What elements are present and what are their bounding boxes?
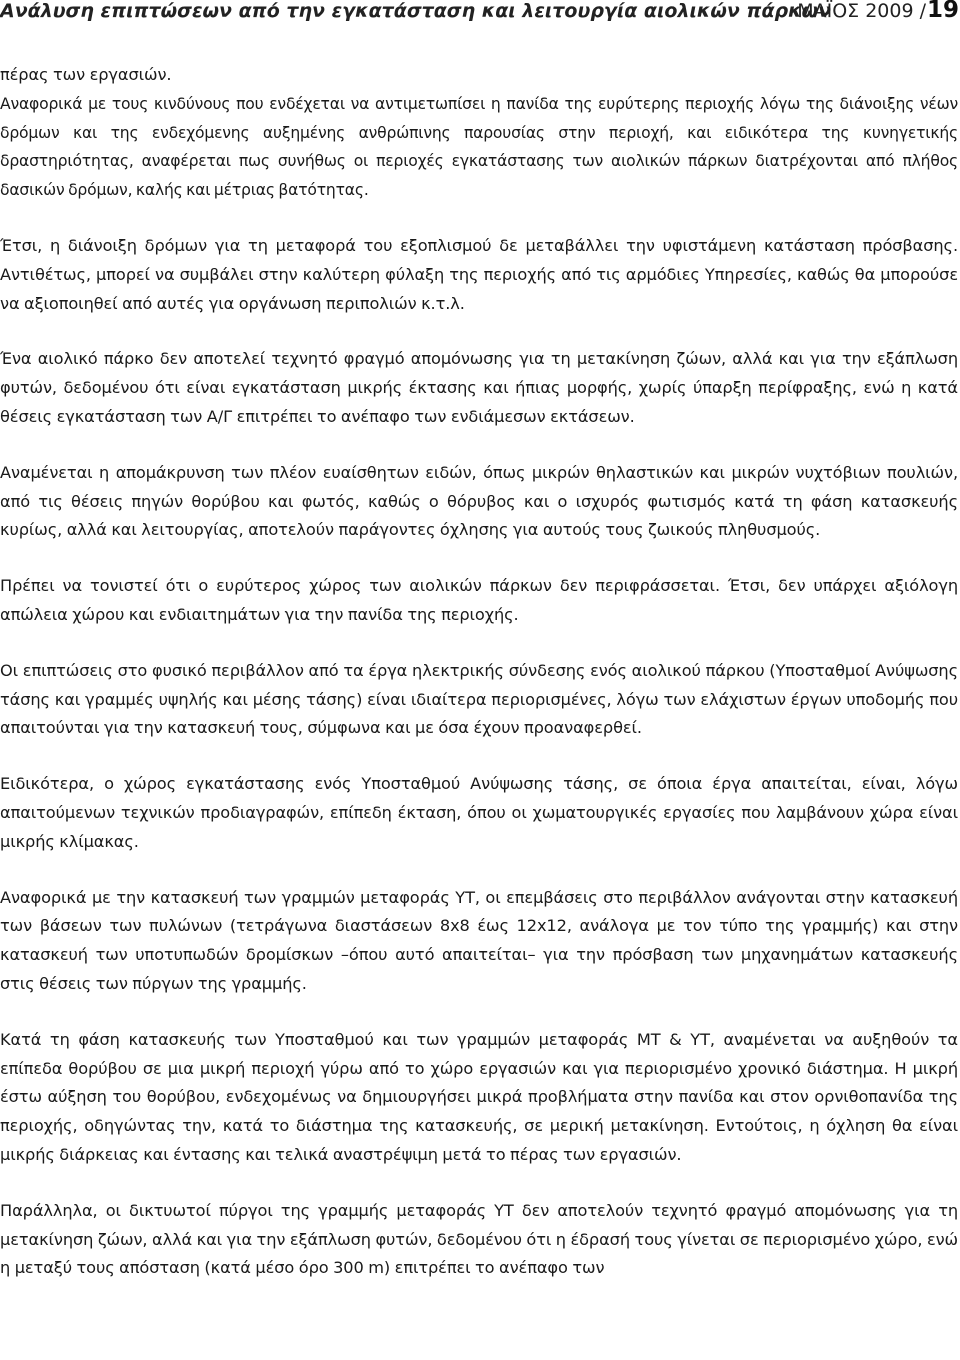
issue-date: ΜΑΪΟΣ 2009 / bbox=[797, 0, 926, 22]
page-number: 19 bbox=[926, 0, 959, 23]
paragraph: Παράλληλα, οι δικτυωτοί πύργοι της γραμμής μεταφοράς ΥΤ δεν αποτελούν τεχνητό φραγμό απομόνωσης για τη μετακίνηση ζώων, αλλά και για την εξάπλωση φυτών, δεδομένου ότι η έδρασή τους γίνεται σε περιορισμένο χώρο, ενώ η μεταξύ τους απόσταση (κατά μέσο όρο 300 m) επιτρέπει το ανέπαφο των bbox=[0, 1200, 958, 1278]
paragraph: Έτσι, η διάνοιξη δρόμων για τη μεταφορά του εξοπλισμού δε μεταβάλλει την υφιστάμενη κατάσταση πρόσβασης. Αντιθέτως, μπορεί να συμβάλει στην καλύτερη φύλαξη της περιοχής από τις αρμόδιες Υπηρεσίες, καθώς θα μπορούσε να αξιοποιηθεί από αυτές για οργάνωση περιπολιών κ.τ.λ. bbox=[0, 235, 958, 313]
paragraph: Πρέπει να τονιστεί ότι ο ευρύτερος χώρος των αιολικών πάρκων δεν περιφράσσεται. Έτσι, δεν υπάρχει αξιόλογη απώλεια χώρου και ενδιαιτημάτων για την πανίδα της περιοχής. bbox=[0, 576, 958, 624]
paragraph: Αναμένεται η απομάκρυνση των πλέον ευαίσθητων ειδών, όπως μικρών θηλαστικών και μικρών νυχτόβιων πουλιών, από τις θέσεις πηγών θορύβου και φωτός, καθώς ο θόρυβος και ο ισχυρός φωτισμός κατά τη φάση κατασκευής κυρίως, αλλά και λειτουργίας, αποτελούν παράγοντες όχλησης για αυτούς τους ζωικούς πληθυσμούς. bbox=[0, 462, 958, 540]
paragraph-continuation: πέρας των εργασιών. bbox=[0, 65, 172, 84]
paragraph: Αναφορικά με τους κινδύνους που ενδέχεται να αντιμετωπίσει η πανίδα της ευρύτερης περιοχής λόγω της διάνοιξης νέων δρόμων και της ενδεχόμενης αυξημένης ανθρώπινης παρουσίας στην περιοχή, και ειδικότερα της κυνηγετικής δραστηριότητας, αναφέρεται πως συνήθως οι περιοχές εγκατάστασης των αιολικών πάρκων διατρέχονται από πλήθος δασικών δρόμων, καλής και μέτριας βατότητας. bbox=[0, 94, 958, 200]
page-header bbox=[0, 0, 960, 38]
paragraph: Αναφορικά με την κατασκευή των γραμμών μεταφοράς ΥΤ, οι επεμβάσεις στο περιβάλλον ανάγονται στην κατασκευή των βάσεων των πυλώνων (τετράγωνα διαστάσεων 8x8 έως 12x12, ανάλογα με τον τύπο της γραμμής) και στην κατασκευή των υποτυπωδών δρομίσκων –όπου αυτό απαιτείται– για την πρόσβαση των μηχανημάτων κατασκευής στις θέσεις των πύργων της γραμμής. bbox=[0, 887, 958, 993]
paragraph: Ειδικότερα, ο χώρος εγκατάστασης ενός Υποσταθμού Ανύψωσης τάσης, σε όποια έργα απαιτείται, είναι, λόγω απαιτούμενων τεχνικών προδιαγραφών, επίπεδη έκταση, όπου οι χωματουργικές εργασίες που λαμβάνουν χώρα είναι μικρής κλίμακας. bbox=[0, 774, 958, 851]
body-text bbox=[0, 61, 958, 1310]
paragraph: Κατά τη φάση κατασκευής των Υποσταθμού και των γραμμών μεταφοράς ΜΤ & ΥΤ, αναμένεται να αυξηθούν τα επίπεδα θορύβου σε μια μικρή περιοχή γύρω από το χώρο εργασιών και για περιορισμένο χρονικό διάστημα. Η μικρή έστω αύξηση του θορύβου, ενδεχομένως να δημιουργήσει μικρά προβλήματα στην πανίδα και στον ορνιθοπανίδα της περιοχής, οδηγώντας την, κατά το διάστημα της κατασκευής, σε μερική μετακίνηση. Εντούτοις, η όχληση θα είναι μικρής διάρκειας και έντασης και τελικά αναστρέψιμη μετά το πέρας των εργασιών. bbox=[0, 1029, 958, 1164]
running-title: Ανάλυση επιπτώσεων από την εγκατάσταση και λειτουργία αιολικών πάρκων bbox=[0, 0, 832, 22]
paragraph: Ένα αιολικό πάρκο δεν αποτελεί τεχνητό φραγμό απομόνωσης για τη μετακίνηση ζώων, αλλά και για την εξάπλωση φυτών, δεδομένου ότι είναι εγκατάσταση μικρής έκτασης και ήπιας μορφής, χωρίς ύπαρξη περίφραξης, ενώ η κατά θέσεις εγκατάσταση των Α/Γ επιτρέπει το ανέπαφο των ενδιάμεσων εκτάσεων. bbox=[0, 349, 958, 426]
paragraph: Οι επιπτώσεις στο φυσικό περιβάλλον από τα έργα ηλεκτρικής σύνδεσης ενός αιολικού πάρκου (Υποσταθμοί Ανύψωσης τάσης και γραμμές υψηλής και μέσης τάσης) είναι ιδιαίτερα περιορισμένες, λόγω των ελάχιστων έργων υποδομής που απαιτούνται για την κατασκευή τους, σύμφωνα και με όσα έχουν προαναφερθεί. bbox=[0, 660, 958, 738]
